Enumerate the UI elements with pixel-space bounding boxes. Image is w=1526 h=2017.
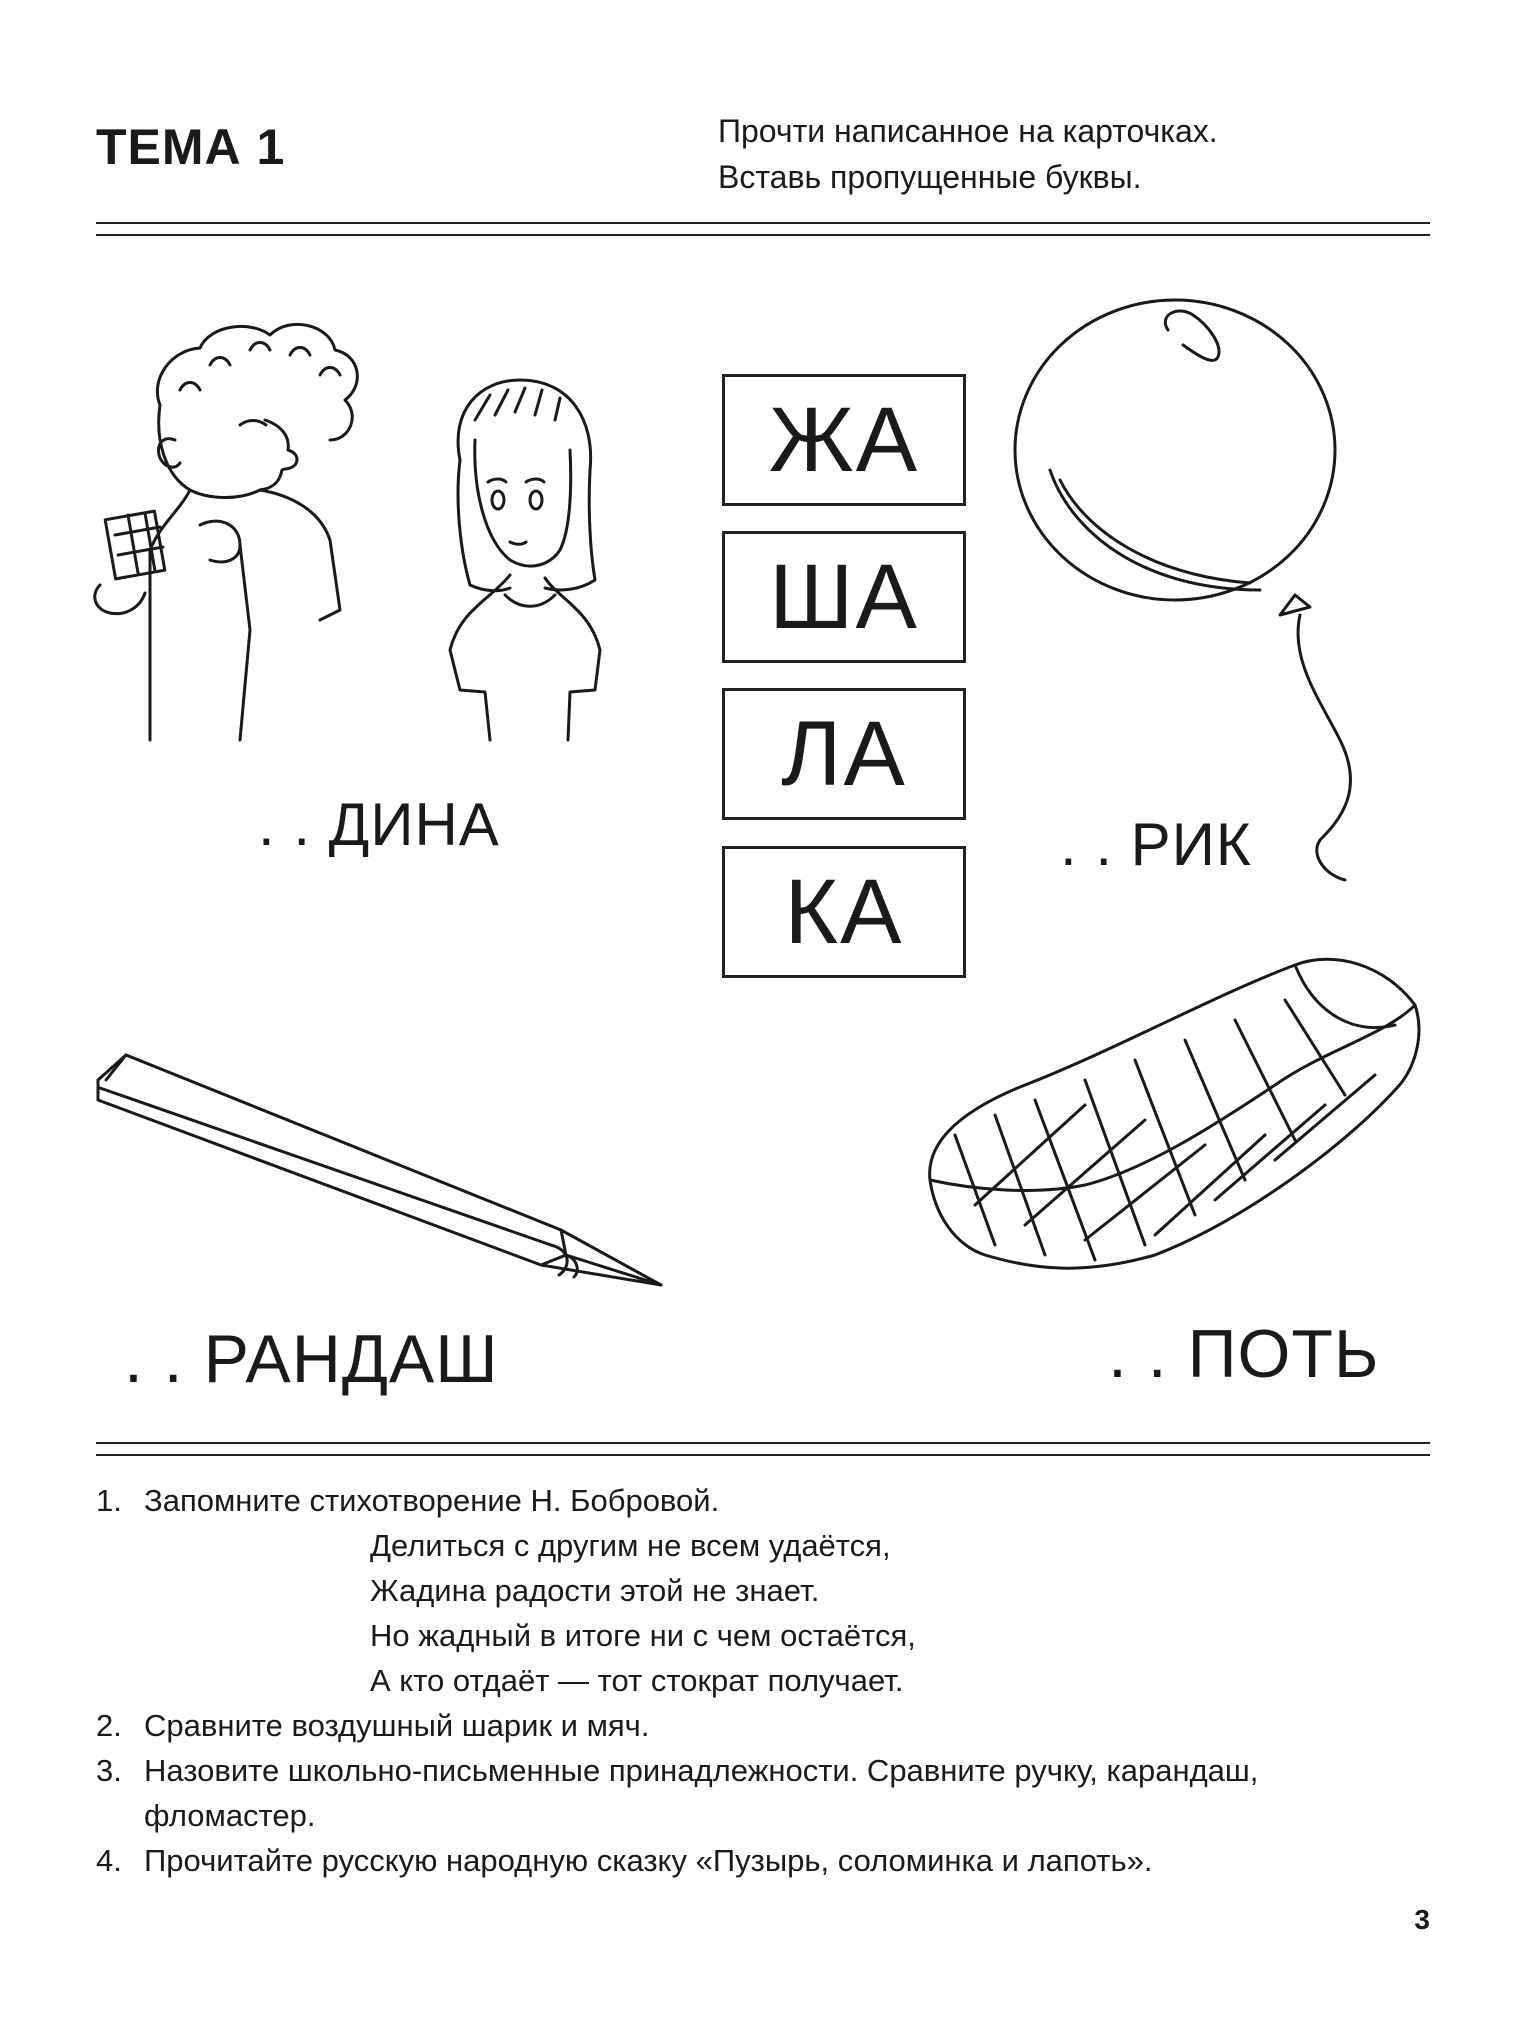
word-1: . . ДИНА [258, 791, 500, 858]
task-number: 3. [96, 1753, 122, 1788]
task-text [144, 1748, 1258, 1838]
poem-line: Жадина радости этой не знает. [370, 1573, 820, 1608]
poem [96, 1523, 1436, 1703]
word-2: . . РИК [1060, 811, 1252, 878]
bast-shoe-illustration [915, 955, 1435, 1275]
task-number: 2. [96, 1708, 122, 1743]
task-item [96, 1838, 1436, 1883]
task-number: 1. [96, 1483, 122, 1518]
page-number: 3 [1414, 1904, 1430, 1935]
task-text: Запомните стихотворение Н. Бобровой. [144, 1483, 720, 1518]
top-divider [96, 222, 1430, 236]
word-4: . . ПОТЬ [1108, 1316, 1380, 1392]
poem-line: А кто отдаёт — тот стократ получает. [370, 1663, 904, 1698]
children-illustration [90, 310, 690, 750]
task-item [96, 1748, 1436, 1838]
syllable-card: ЛА [722, 688, 966, 820]
instruction [718, 108, 1218, 200]
task-number: 4. [96, 1843, 122, 1878]
task-text-line: фломастер. [144, 1798, 316, 1833]
task-text-line: Назовите школьно-письменные принадлежности. Сравните ручку, карандаш, [144, 1753, 1259, 1788]
syllable-card: КА [722, 846, 966, 978]
page-title: ТЕМА 1 [96, 119, 286, 175]
task-text: Прочитайте русскую народную сказку «Пузырь, соломинка и лапоть». [144, 1843, 1153, 1878]
task-item [96, 1703, 1436, 1748]
syllable-card: ША [722, 531, 966, 663]
instruction-line-1: Прочти написанное на карточках. [718, 113, 1218, 149]
pencil-illustration [96, 1040, 666, 1300]
task-text: Сравните воздушный шарик и мяч. [144, 1708, 650, 1743]
instruction-line-2: Вставь пропущенные буквы. [718, 159, 1142, 195]
poem-line: Делиться с другим не всем удаётся, [370, 1528, 891, 1563]
poem-line: Но жадный в итоге ни с чем остаётся, [370, 1618, 916, 1653]
syllable-card: ЖА [722, 374, 966, 506]
word-3: . . РАНДАШ [124, 1321, 499, 1397]
task-item [96, 1478, 1436, 1523]
bottom-divider [96, 1442, 1430, 1456]
task-list [96, 1478, 1436, 1883]
